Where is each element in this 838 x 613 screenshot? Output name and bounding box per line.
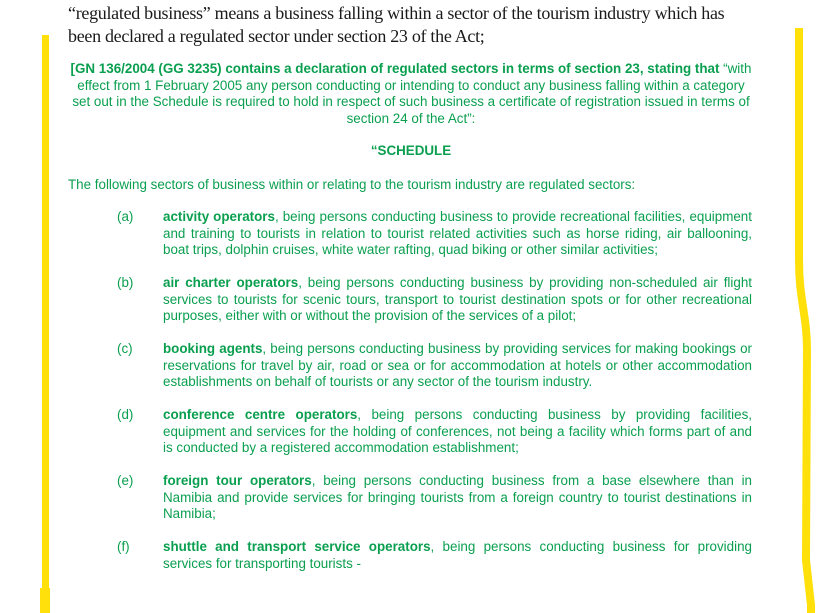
item-label: (d) xyxy=(117,407,134,422)
item-label: (b) xyxy=(117,275,134,290)
gazette-note-bold-lead: [GN 136/2004 (GG 3235) contains a declaration of regulated sectors in terms of section 23, stating that xyxy=(70,61,720,76)
schedule-item-c xyxy=(68,341,754,391)
left-highlight-marker xyxy=(42,35,49,613)
schedule-item-d xyxy=(68,407,754,457)
item-label: (e) xyxy=(117,473,134,488)
item-term: activity operators xyxy=(163,209,275,224)
item-term: shuttle and transport service operators xyxy=(163,539,431,554)
item-text xyxy=(163,407,752,457)
item-text xyxy=(163,539,752,572)
schedule-item-f xyxy=(68,539,754,572)
definition-line-2: been declared a regulated sector under section 23 of the Act; xyxy=(68,26,485,46)
item-term: foreign tour operators xyxy=(163,473,312,488)
item-body: , being persons conducting business from a base elsewhere than in Namibia and provide services for bringing tourists from a foreign country to tourist destinations in Namibia; xyxy=(163,473,752,521)
definition-paragraph xyxy=(68,2,776,48)
item-text xyxy=(163,341,752,391)
item-label: (a) xyxy=(117,209,134,224)
item-text xyxy=(163,275,752,325)
item-term: booking agents xyxy=(163,341,263,356)
item-body: , being persons conducting business to provide recreational facilities, equipment and training to tourists in relation to tourist related activities such as horse riding, air ballooning, boat trips, dolphin cruises, white water rafting, quad biking or other similar activities; xyxy=(163,209,752,257)
item-body: , being persons conducting business for providing services for transporting tourists - xyxy=(163,539,752,571)
item-body: , being persons conducting business by providing services for making bookings or reservations for travel by air, road or sea or for accommodation at hotels or other accommodation establishments on behalf of tourists or any sector of the tourism industry. xyxy=(163,341,752,389)
schedule-item-a xyxy=(68,209,754,259)
schedule-intro: The following sectors of business within or relating to the tourism industry are regulated sectors: xyxy=(68,176,636,192)
definition-line-1: “regulated business” means a business falling within a sector of the tourism industry which has xyxy=(68,3,725,23)
document-content xyxy=(68,2,776,589)
gazette-note-paragraph xyxy=(68,61,754,127)
schedule-item-b xyxy=(68,275,754,325)
schedule-item-e xyxy=(68,473,754,523)
item-term: air charter operators xyxy=(163,275,299,290)
item-text xyxy=(163,473,752,523)
gazette-note-body: “with effect from 1 February 2005 any person conducting or intending to conduct any business falling within a category set out in the Schedule is required to hold in respect of such business a certificate of registration issued in terms of section 24 of the Act”: xyxy=(72,61,752,126)
item-label: (f) xyxy=(117,539,130,554)
left-highlight-marker-foot xyxy=(40,588,50,613)
item-text xyxy=(163,209,752,259)
item-body: , being persons conducting business by providing non-scheduled air flight services to tourists for scenic tours, transport to tourist destination spots or for other recreational purposes, either with or without the provision of the services of a pilot; xyxy=(163,275,752,323)
item-term: conference centre operators xyxy=(163,407,358,422)
green-text-column xyxy=(68,61,754,572)
item-body: , being persons conducting business by providing facilities, equipment and services for the holding of conferences, not being a facility which forms part of and is conducted by a registered accommodation establishment; xyxy=(163,407,752,455)
item-label: (c) xyxy=(117,341,133,356)
schedule-heading: “SCHEDULE xyxy=(370,143,452,158)
right-highlight-marker xyxy=(780,0,838,613)
